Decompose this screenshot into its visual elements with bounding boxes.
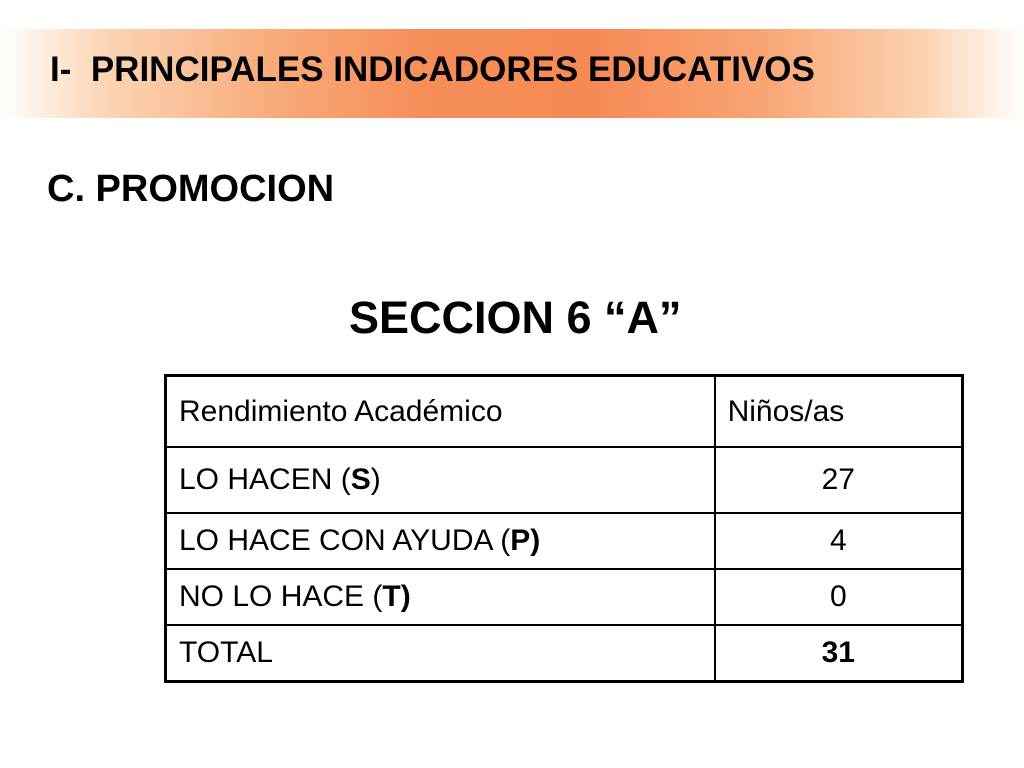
- row-code: P: [510, 524, 531, 557]
- table-title: SECCION 6 “A”: [349, 292, 682, 343]
- page-title: I- PRINCIPALES INDICADORES EDUCATIVOS: [50, 50, 815, 89]
- header-cell-ninos: Niños/as: [715, 376, 963, 448]
- row-value-cell: 0: [715, 569, 963, 625]
- row-value-cell: 27: [715, 447, 963, 513]
- row-label-suffix: ): [530, 524, 541, 557]
- total-value-cell: 31: [715, 625, 963, 682]
- row-code: S: [350, 463, 371, 496]
- table-row: [166, 513, 963, 569]
- header-cell-rendimiento: Rendimiento Académico: [166, 376, 715, 448]
- row-label-text: NO LO HACE (: [179, 580, 383, 613]
- section-subtitle: C. PROMOCION: [47, 168, 335, 210]
- row-label-suffix: ): [370, 463, 381, 496]
- row-label-cell: [166, 447, 715, 513]
- row-label-cell: [166, 569, 715, 625]
- table-row: [166, 447, 963, 513]
- row-label-text: LO HACE CON AYUDA (: [179, 524, 511, 557]
- row-label-cell: [166, 513, 715, 569]
- table-total-row: [166, 625, 963, 682]
- row-code: T: [382, 580, 401, 613]
- total-label-cell: TOTAL: [166, 625, 715, 682]
- promotion-table: [164, 374, 964, 683]
- row-value-cell: 4: [715, 513, 963, 569]
- row-label-suffix: ): [400, 580, 411, 613]
- table-row: [166, 569, 963, 625]
- row-label-text: LO HACEN (: [179, 463, 351, 496]
- table-header-row: [166, 376, 963, 448]
